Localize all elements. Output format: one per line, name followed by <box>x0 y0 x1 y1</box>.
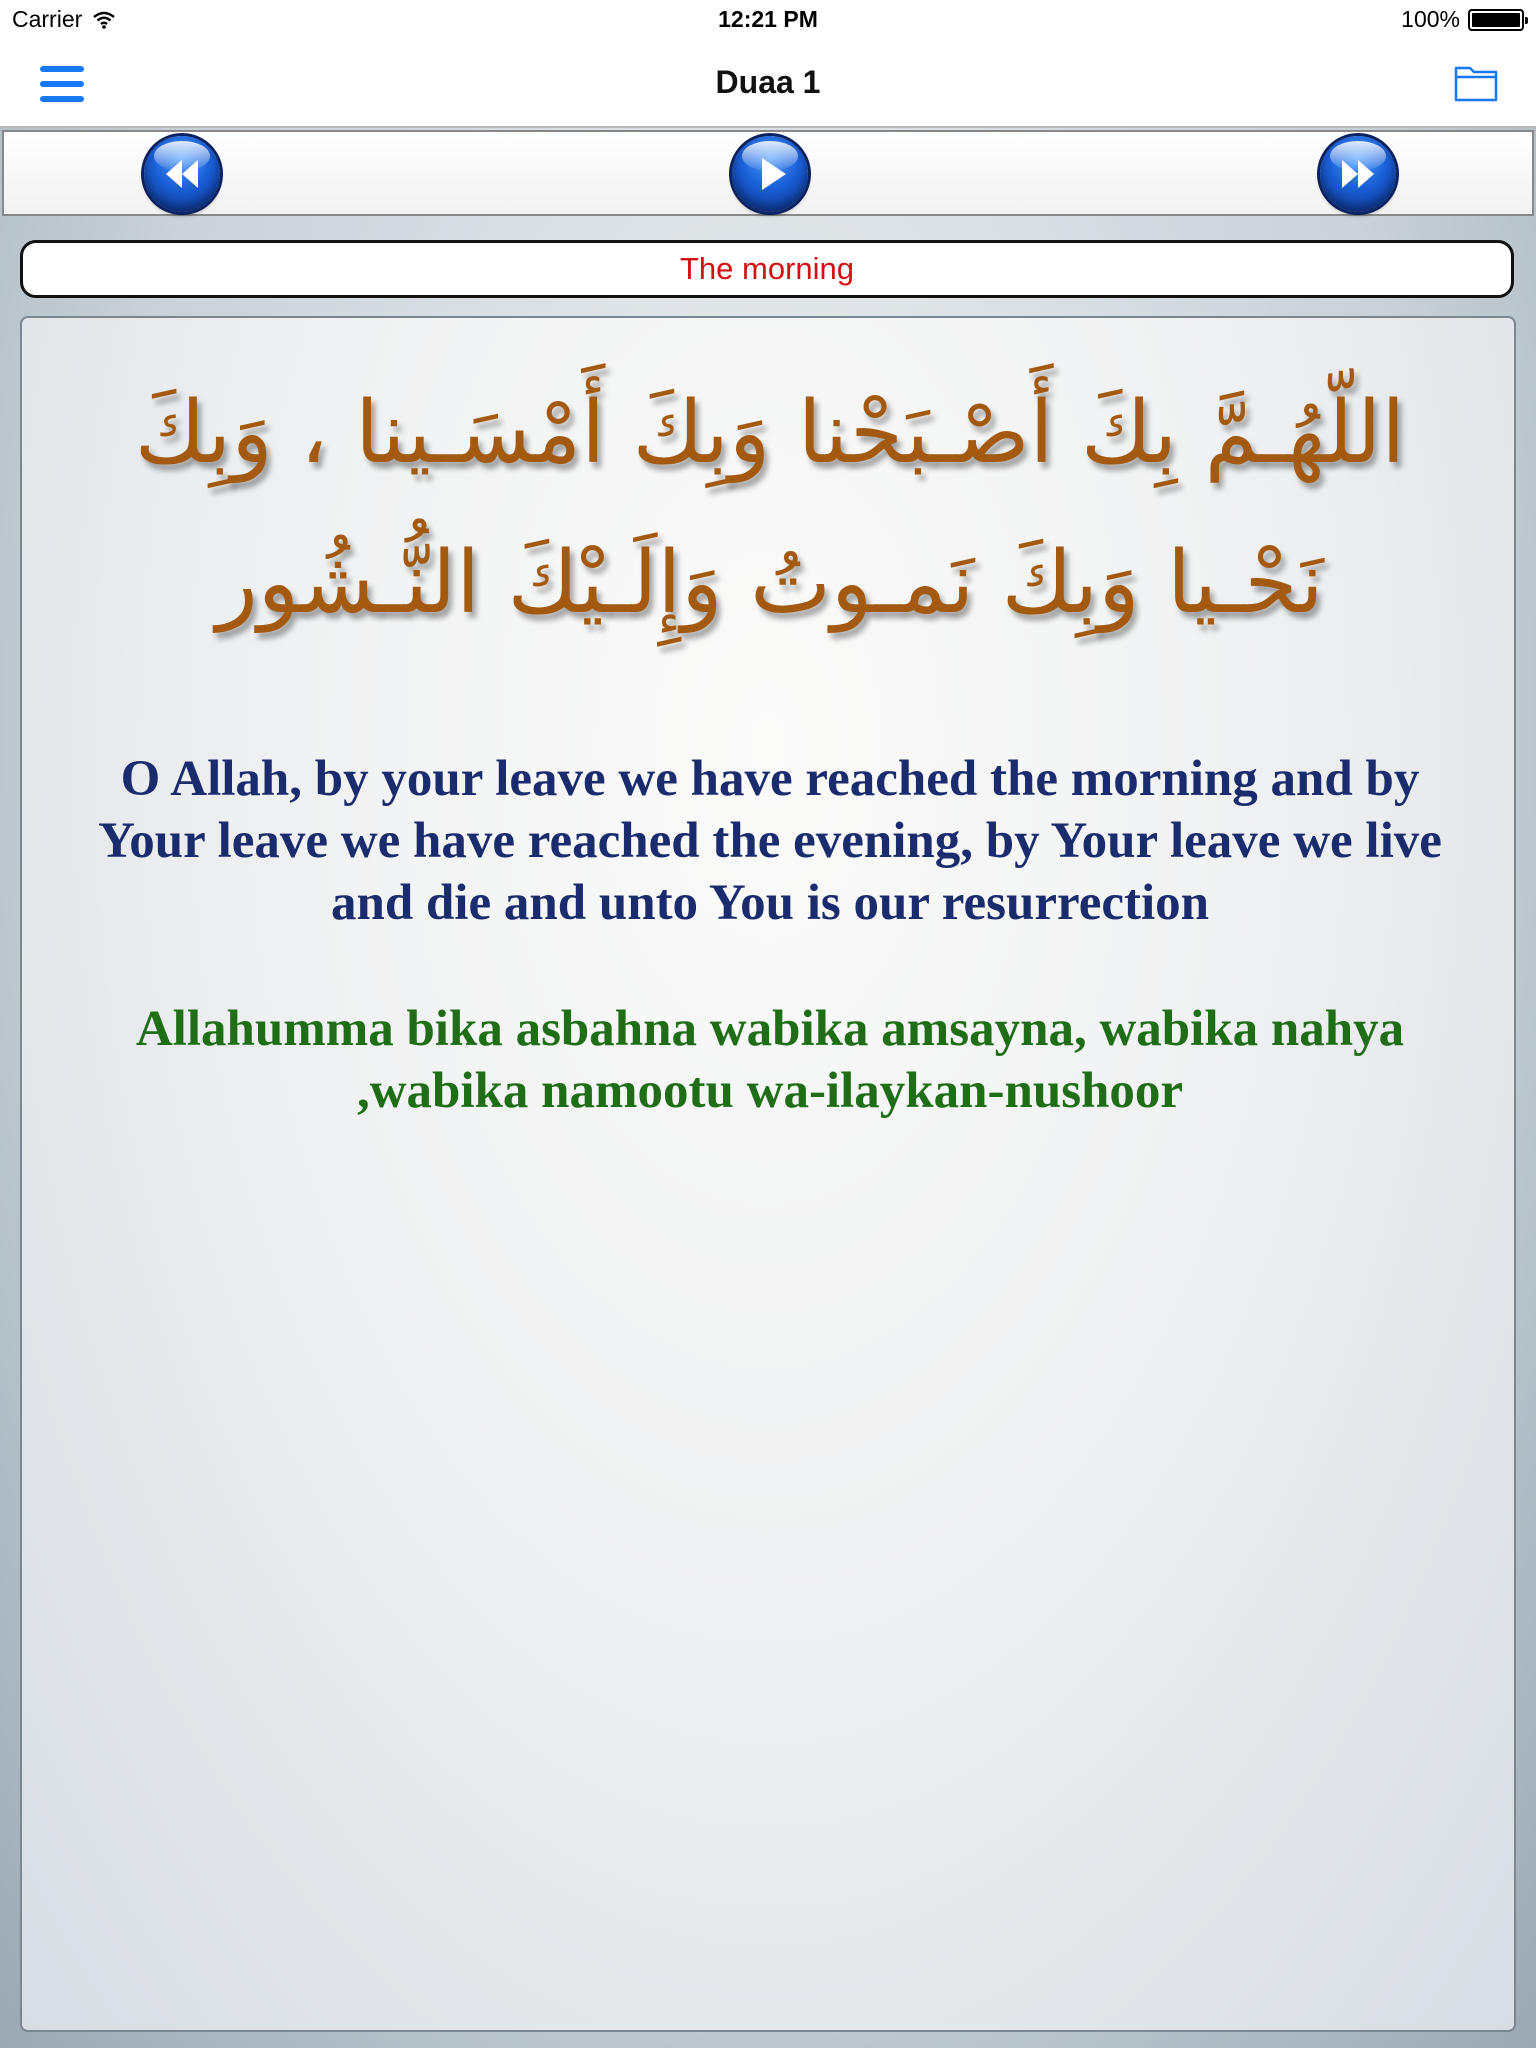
carrier-label: Carrier <box>12 6 83 32</box>
fast-forward-icon <box>1320 136 1396 212</box>
navigation-bar <box>0 40 1536 128</box>
wifi-icon <box>92 11 116 29</box>
battery-icon <box>1468 9 1524 31</box>
status-time: 12:21 PM <box>718 6 818 32</box>
battery-info <box>1401 6 1524 33</box>
play-icon <box>732 136 808 212</box>
duaa-content-panel[interactable] <box>20 316 1516 2032</box>
status-bar <box>0 0 1536 40</box>
section-title: The morning <box>20 240 1514 298</box>
carrier-info <box>12 6 116 33</box>
menu-icon[interactable] <box>40 66 84 102</box>
translation-text: O Allah, by your leave we have reached the morning and by Your leave we have reached the evening, by Your leave we live and die and unto You is our resurrection <box>98 751 1442 931</box>
playback-controls <box>2 130 1534 216</box>
folder-icon[interactable] <box>1454 62 1498 102</box>
battery-percent: 100% <box>1401 6 1460 32</box>
transliteration-text: Allahumma bika asbahna wabika amsayna, wabika nahya ,wabika namootu wa-ilaykan-nushoor <box>135 1001 1405 1119</box>
fast-forward-button[interactable] <box>1320 136 1396 212</box>
arabic-text: اللّهُـمَّ بِكَ أَصْـبَحْنا وَبِكَ أَمْسَـينا ، وَبِكَ نَحْـيا وَبِكَ نَمـوتُ وَإِلَـيْكَ النُّـشُور <box>134 383 1406 633</box>
page-title: Duaa 1 <box>715 64 821 100</box>
rewind-button[interactable] <box>144 136 220 212</box>
rewind-icon <box>144 136 220 212</box>
play-button[interactable] <box>732 136 808 212</box>
